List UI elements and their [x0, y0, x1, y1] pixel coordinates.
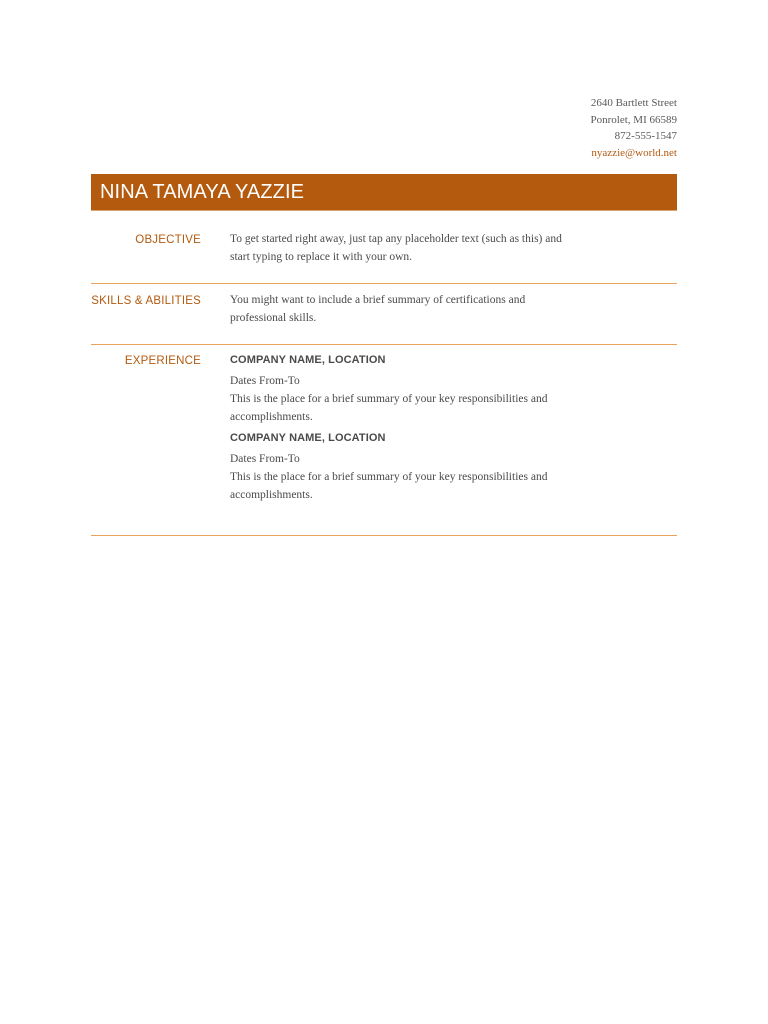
- skills-label: SKILLS & ABILITIES: [91, 295, 201, 307]
- contact-email[interactable]: nyazzie@world.net: [591, 146, 677, 159]
- experience-section: [91, 344, 677, 536]
- job-description: This is the place for a brief summary of your key responsibilities and accomplishments.: [230, 393, 548, 423]
- contact-street: 2640 Bartlett Street: [590, 97, 677, 109]
- name-banner: [91, 174, 677, 211]
- experience-entry: [230, 429, 580, 504]
- experience-content: [230, 351, 580, 504]
- objective-label: OBJECTIVE: [135, 234, 201, 246]
- company-name: COMPANY NAME, LOCATION: [230, 432, 386, 444]
- company-name: COMPANY NAME, LOCATION: [230, 354, 386, 366]
- contact-block: [591, 95, 677, 161]
- job-description: This is the place for a brief summary of your key responsibilities and accomplishments.: [230, 471, 548, 501]
- job-dates: Dates From-To: [230, 375, 300, 387]
- objective-section: [91, 212, 677, 284]
- contact-phone: 872-555-1547: [614, 130, 677, 142]
- skills-section: [91, 283, 677, 345]
- skills-content: [230, 291, 580, 327]
- job-dates: Dates From-To: [230, 453, 300, 465]
- contact-city: Ponrolet, MI 66589: [590, 113, 677, 126]
- experience-label: EXPERIENCE: [124, 355, 201, 367]
- resume-name: NINA TAMAYA YAZZIE: [100, 181, 305, 203]
- objective-text: To get started right away, just tap any placeholder text (such as this) and start typing to replace it with your own.: [230, 233, 562, 263]
- objective-content: [230, 230, 580, 266]
- experience-entry: [230, 351, 580, 426]
- skills-text: You might want to include a brief summary of certifications and professional skills.: [230, 294, 526, 324]
